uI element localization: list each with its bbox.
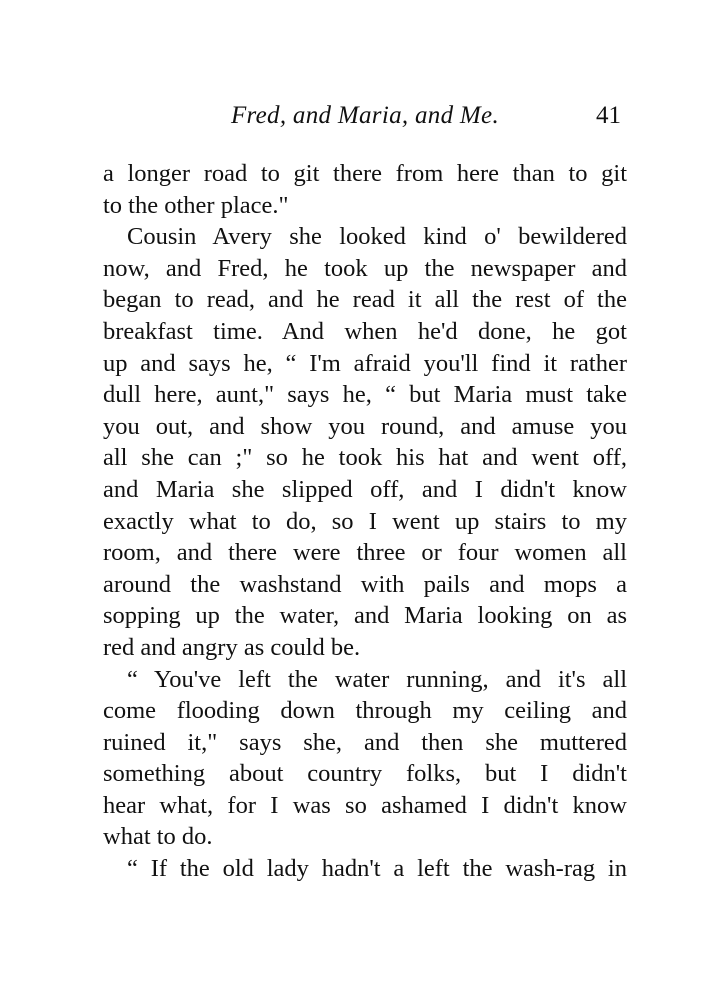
text-line: you out, and show you round, and amuse you	[103, 412, 627, 440]
text-line: come flooding down through my ceiling and	[103, 697, 627, 725]
text-line: all she can ;" so he took his hat and went off,	[103, 444, 627, 472]
text-line: something about country folks, but I didn't	[103, 760, 627, 788]
text-line: around the washstand with pails and mops a	[103, 570, 627, 598]
text-line: a longer road to git there from here than to git	[103, 160, 627, 187]
text-line: red and angry as could be.	[103, 633, 361, 661]
text-line: “ If the old lady hadn't a left the wash-rag in	[127, 855, 627, 883]
running-head	[103, 102, 627, 138]
text-line: ruined it," says she, and then she muttered	[103, 728, 627, 756]
text-line: to the other place."	[103, 191, 289, 219]
text-line: up and says he, “ I'm afraid you'll find it rather	[103, 349, 627, 377]
text-line: breakfast time. And when he'd done, he got	[103, 317, 627, 345]
text-line: began to read, and he read it all the rest of the	[103, 286, 627, 314]
page-number: 41	[596, 102, 621, 129]
text-line: exactly what to do, so I went up stairs to my	[103, 507, 627, 535]
text-line: dull here, aunt," says he, “ but Maria must take	[103, 381, 627, 409]
text-line: sopping up the water, and Maria looking on as	[103, 602, 627, 630]
running-title: Fred, and Maria, and Me.	[230, 102, 500, 129]
text-line: what to do.	[103, 823, 213, 851]
body-text	[103, 158, 627, 885]
text-line: and Maria she slipped off, and I didn't know	[103, 475, 627, 503]
text-line: hear what, for I was so ashamed I didn't know	[103, 791, 627, 819]
text-line: Cousin Avery she looked kind o' bewildered	[127, 223, 627, 251]
text-line: room, and there were three or four women all	[103, 539, 627, 567]
text-line: “ You've left the water running, and it's all	[127, 665, 627, 693]
text-line: now, and Fred, he took up the newspaper and	[103, 254, 627, 282]
